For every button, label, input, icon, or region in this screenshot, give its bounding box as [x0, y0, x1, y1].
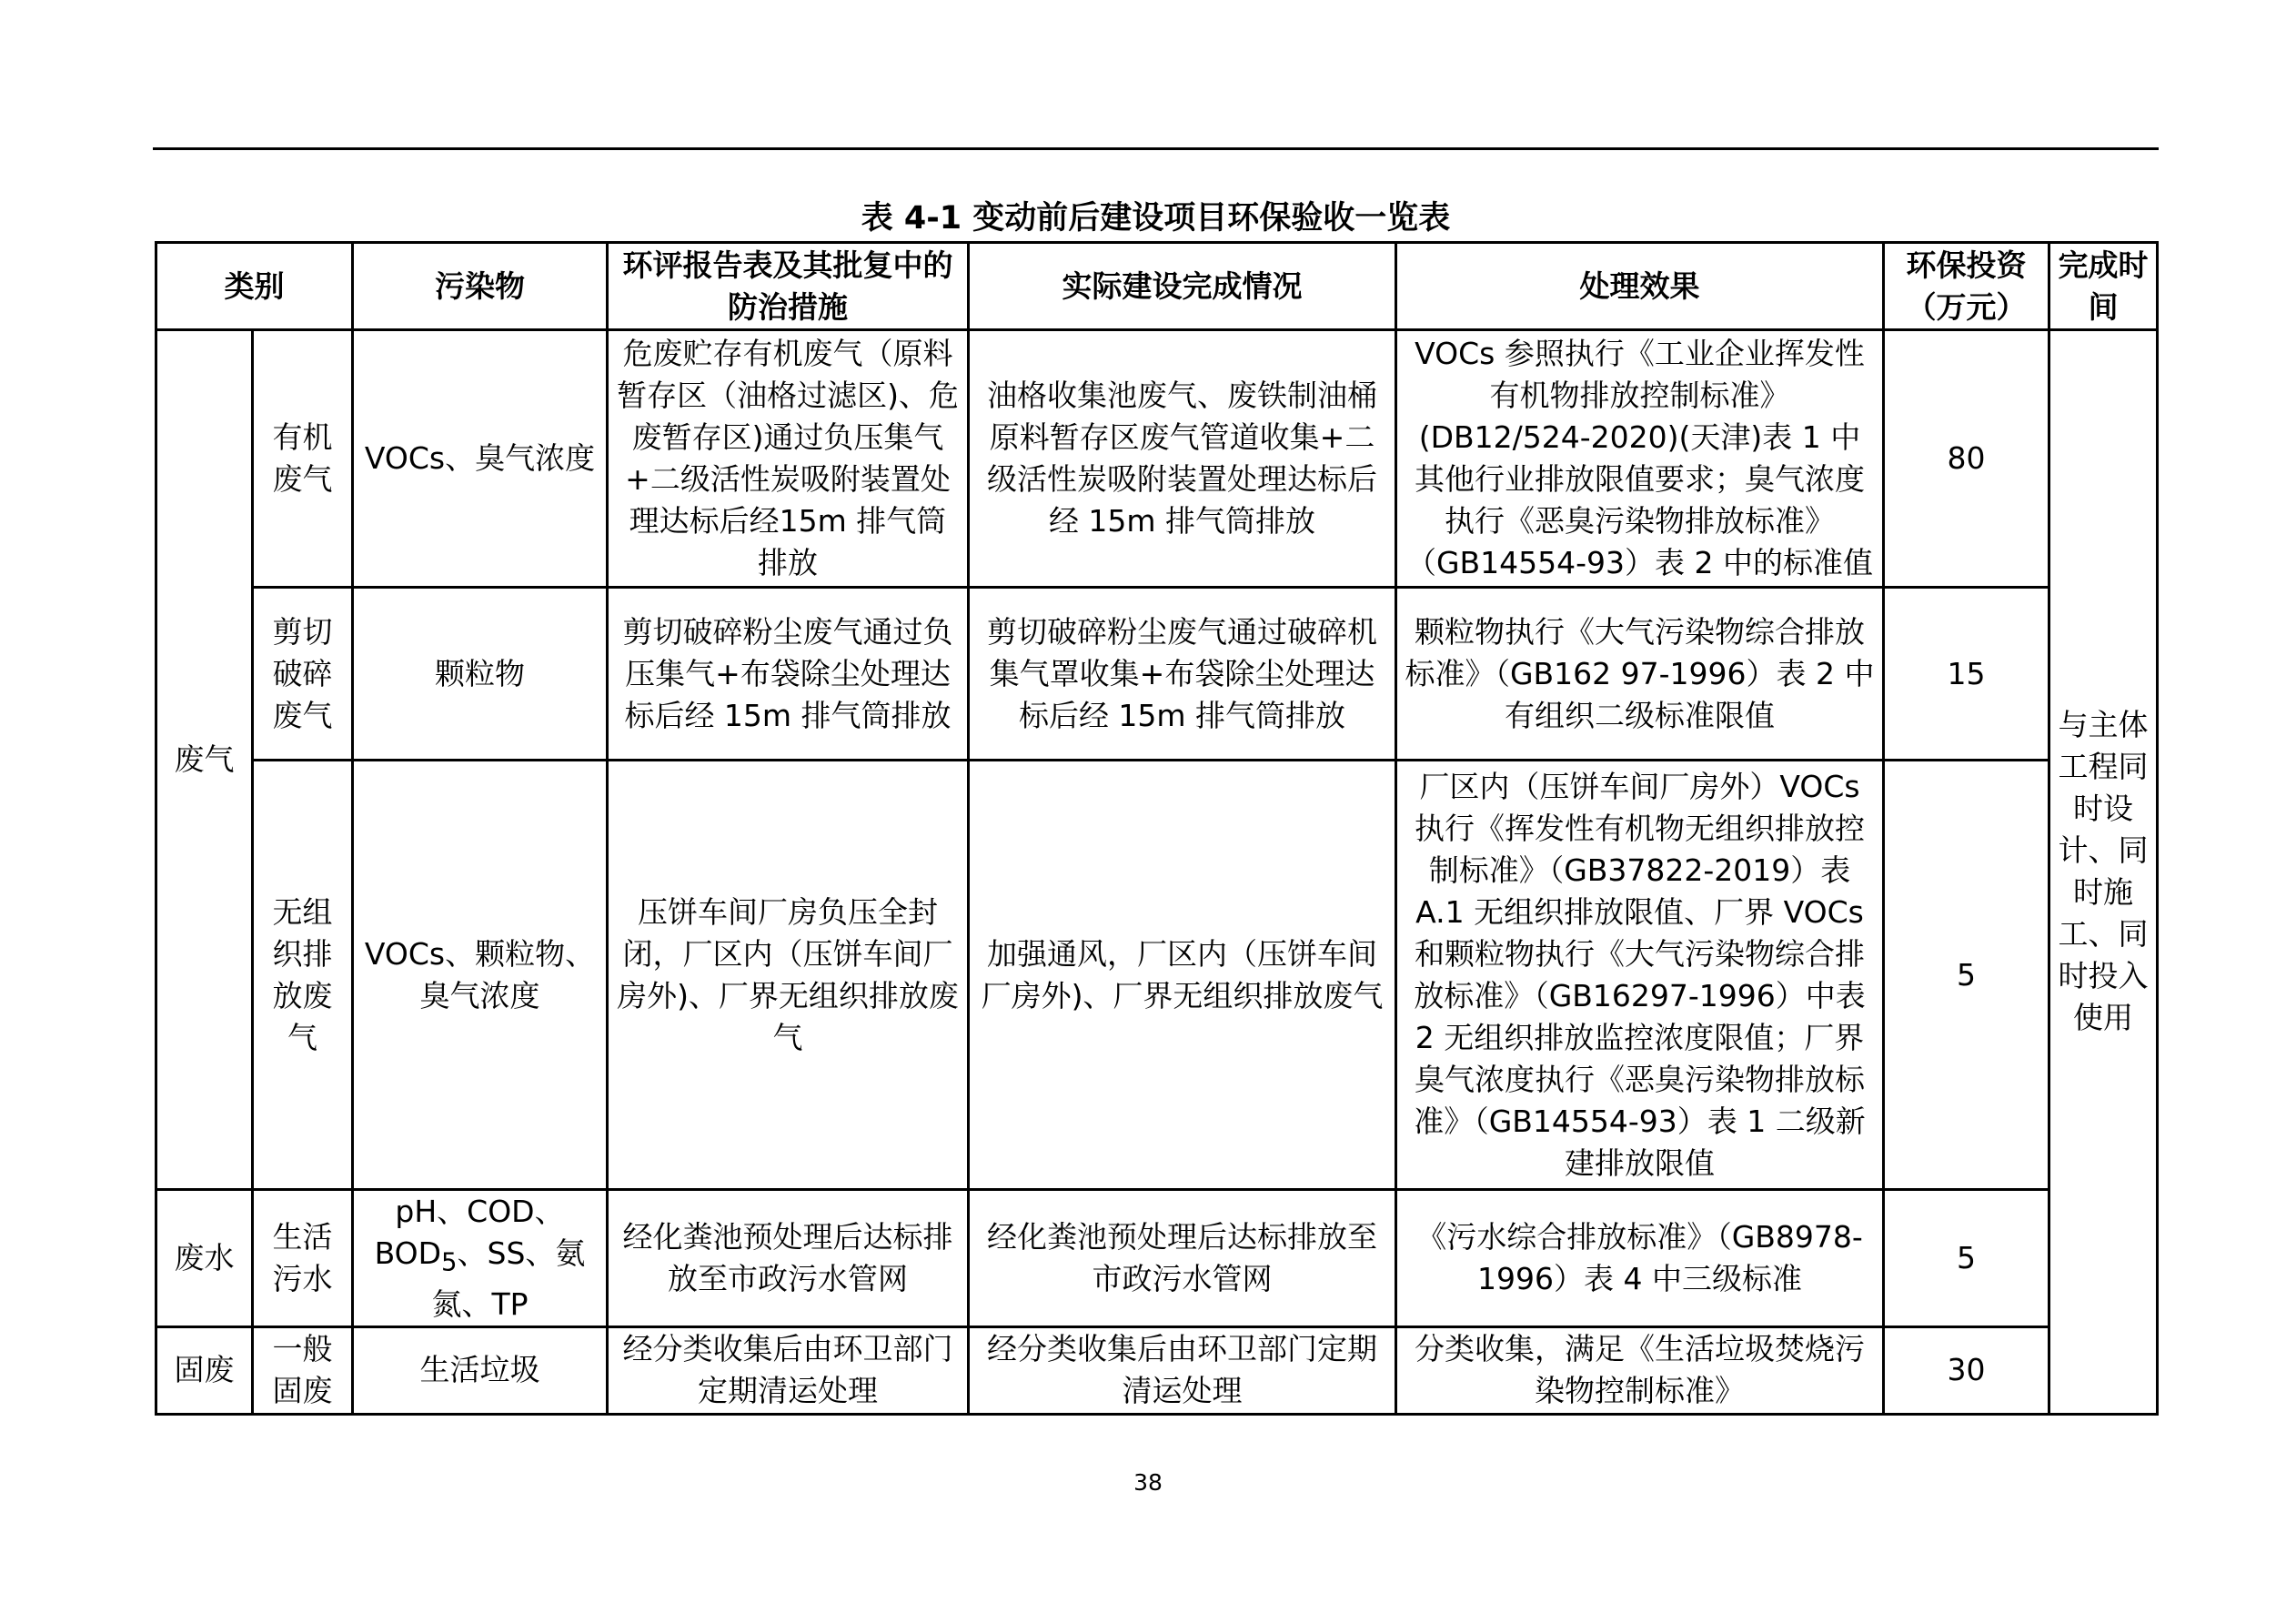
effect-cell: 厂区内（压饼车间厂房外）VOCs 执行《挥发性有机物无组织排放控制标准》（GB37822-2019）表 A.1 无组织排放限值、厂界 VOCs 和颗粒物执行《大气污染物综合排放标准》（GB16297-1996）中表 2 无组织排放监控浓度限值；厂界臭气浓度执行《恶臭污染物排放标准》（GB14554-93）表 1 二级新建排放限值: [1396, 761, 1884, 1190]
table-title: 表 4-1 变动前后建设项目环保验收一览表: [861, 200, 1451, 237]
table-row: [156, 1326, 2158, 1414]
header-category: 类别: [156, 243, 353, 330]
pollutant-cell: [353, 1190, 608, 1327]
table-row: [156, 330, 2158, 588]
pollutant-text: 、SS、氨氮、TP: [431, 1235, 586, 1322]
page-number: 38: [1133, 1469, 1163, 1496]
pollutant-subscript: 5: [441, 1247, 458, 1277]
header-actual: 实际建设完成情况: [969, 243, 1396, 330]
pollutant-text: pH、COD、BOD: [374, 1194, 565, 1271]
pollutant-cell: 颗粒物: [353, 588, 608, 761]
investment-cell: 80: [1884, 330, 2049, 588]
investment-cell: 5: [1884, 761, 2049, 1190]
actual-cell: 经分类收集后由环卫部门定期清运处理: [969, 1326, 1396, 1414]
measures-cell: 压饼车间厂房负压全封闭，厂区内（压饼车间厂房外)、厂界无组织排放废气: [608, 761, 969, 1190]
header-pollutant: 污染物: [353, 243, 608, 330]
group-gas: 废气: [156, 330, 253, 1190]
effect-cell: 分类收集，满足《生活垃圾焚烧污染物控制标准》: [1396, 1326, 1884, 1414]
table-row: [156, 588, 2158, 761]
sub-category: 有机废气: [253, 330, 353, 588]
header-completion-time: 完成时间: [2049, 243, 2158, 330]
measures-cell: 剪切破碎粉尘废气通过负压集气+布袋除尘处理达标后经 15m 排气筒排放: [608, 588, 969, 761]
pollutant-cell: VOCs、颗粒物、臭气浓度: [353, 761, 608, 1190]
header-measures: 环评报告表及其批复中的防治措施: [608, 243, 969, 330]
investment-cell: 15: [1884, 588, 2049, 761]
investment-cell: 30: [1884, 1326, 2049, 1414]
effect-cell: 颗粒物执行《大气污染物综合排放标准》（GB162 97-1996）表 2 中有组织二级标准限值: [1396, 588, 1884, 761]
measures-cell: 经分类收集后由环卫部门定期清运处理: [608, 1326, 969, 1414]
investment-cell: 5: [1884, 1190, 2049, 1327]
group-solid: 固废: [156, 1326, 253, 1414]
group-water: 废水: [156, 1190, 253, 1327]
pollutant-cell: VOCs、臭气浓度: [353, 330, 608, 588]
effect-cell: VOCs 参照执行《工业企业挥发性有机物排放控制标准》(DB12/524-2020)(天津)表 1 中其他行业排放限值要求；臭气浓度执行《恶臭污染物排放标准》（GB14554-93）表 2 中的标准值: [1396, 330, 1884, 588]
sub-category: 无组织排放废气: [253, 761, 353, 1190]
sub-category: 一般固废: [253, 1326, 353, 1414]
completion-time-cell: 与主体工程同时设计、同时施工、同时投入使用: [2049, 330, 2158, 1415]
acceptance-table: [155, 241, 2159, 1416]
actual-cell: 加强通风，厂区内（压饼车间厂房外)、厂界无组织排放废气: [969, 761, 1396, 1190]
measures-cell: 危废贮存有机废气（原料暂存区（油格过滤区)、危废暂存区)通过负压集气+二级活性炭吸附装置处理达标后经15m 排气筒排放: [608, 330, 969, 588]
header-effect: 处理效果: [1396, 243, 1884, 330]
header-row: [156, 243, 2158, 330]
pollutant-cell: 生活垃圾: [353, 1326, 608, 1414]
header-rule: [153, 147, 2159, 150]
effect-cell: 《污水综合排放标准》（GB8978-1996）表 4 中三级标准: [1396, 1190, 1884, 1327]
table-row: [156, 1190, 2158, 1327]
sub-category: 剪切破碎废气: [253, 588, 353, 761]
measures-cell: 经化粪池预处理后达标排放至市政污水管网: [608, 1190, 969, 1327]
actual-cell: 剪切破碎粉尘废气通过破碎机集气罩收集+布袋除尘处理达标后经 15m 排气筒排放: [969, 588, 1396, 761]
actual-cell: 油格收集池废气、废铁制油桶原料暂存区废气管道收集+二级活性炭吸附装置处理达标后经 15m 排气筒排放: [969, 330, 1396, 588]
actual-cell: 经化粪池预处理后达标排放至市政污水管网: [969, 1190, 1396, 1327]
header-investment: 环保投资（万元）: [1884, 243, 2049, 330]
table-row: [156, 761, 2158, 1190]
sub-category: 生活污水: [253, 1190, 353, 1327]
